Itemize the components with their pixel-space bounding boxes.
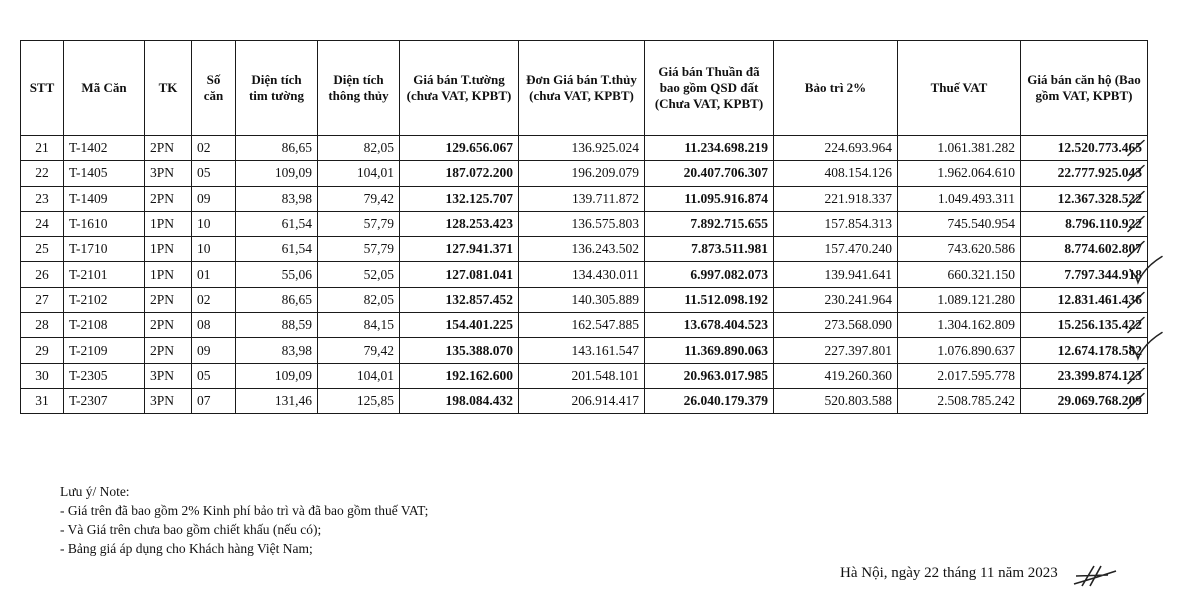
table-row [21, 161, 1148, 186]
cell-bao-tri: 408.154.126 [774, 161, 898, 186]
cell-dien-tich-tim-tuong: 88,59 [236, 313, 318, 338]
cell-gia-ban-tim-tuong: 129.656.067 [400, 136, 519, 161]
cell-ma-can: T-1405 [64, 161, 145, 186]
cell-stt: 21 [21, 136, 64, 161]
table-header-row [21, 41, 1148, 136]
header-gia-ban-can-ho: Giá bán căn hộ (Bao gồm VAT, KPBT) [1021, 41, 1148, 136]
cell-thue-vat: 1.049.493.311 [898, 186, 1021, 211]
cell-gia-ban-tim-tuong: 154.401.225 [400, 313, 519, 338]
cell-ma-can: T-2307 [64, 388, 145, 413]
cell-bao-tri: 520.803.588 [774, 388, 898, 413]
cell-gia-ban-tim-tuong: 187.072.200 [400, 161, 519, 186]
note-item: - Bảng giá áp dụng cho Khách hàng Việt Nam; [60, 541, 313, 556]
cell-gia-ban-tim-tuong: 127.081.041 [400, 262, 519, 287]
cell-don-gia-thong-thuy: 136.575.803 [519, 211, 645, 236]
table-row [21, 287, 1148, 312]
cell-gia-ban-thuan: 20.407.706.307 [645, 161, 774, 186]
cell-so-can: 07 [192, 388, 236, 413]
cell-thue-vat: 2.508.785.242 [898, 388, 1021, 413]
cell-dien-tich-tim-tuong: 83,98 [236, 338, 318, 363]
cell-gia-ban-tim-tuong: 135.388.070 [400, 338, 519, 363]
cell-gia-ban-can-ho: 15.256.135.422 [1021, 313, 1148, 338]
cell-thue-vat: 1.962.064.610 [898, 161, 1021, 186]
cell-stt: 22 [21, 161, 64, 186]
header-gia-ban-tim-tuong: Giá bán T.tường (chưa VAT, KPBT) [400, 41, 519, 136]
cell-dien-tich-tim-tuong: 61,54 [236, 211, 318, 236]
cell-ma-can: T-1402 [64, 136, 145, 161]
cell-dien-tich-thong-thuy: 79,42 [318, 186, 400, 211]
cell-gia-ban-thuan: 20.963.017.985 [645, 363, 774, 388]
cell-stt: 24 [21, 211, 64, 236]
cell-so-can: 05 [192, 363, 236, 388]
cell-tk: 1PN [145, 211, 192, 236]
cell-ma-can: T-1610 [64, 211, 145, 236]
cell-thue-vat: 1.089.121.280 [898, 287, 1021, 312]
cell-don-gia-thong-thuy: 140.305.889 [519, 287, 645, 312]
cell-dien-tich-tim-tuong: 61,54 [236, 237, 318, 262]
cell-bao-tri: 273.568.090 [774, 313, 898, 338]
cell-ma-can: T-2305 [64, 363, 145, 388]
cell-tk: 2PN [145, 186, 192, 211]
cell-don-gia-thong-thuy: 134.430.011 [519, 262, 645, 287]
cell-so-can: 08 [192, 313, 236, 338]
cell-stt: 28 [21, 313, 64, 338]
header-bao-tri: Bảo trì 2% [774, 41, 898, 136]
cell-gia-ban-can-ho: 12.674.178.582 [1021, 338, 1148, 363]
table-row [21, 363, 1148, 388]
cell-ma-can: T-2101 [64, 262, 145, 287]
cell-so-can: 10 [192, 237, 236, 262]
cell-gia-ban-can-ho: 8.796.110.922 [1021, 211, 1148, 236]
cell-dien-tich-thong-thuy: 82,05 [318, 136, 400, 161]
cell-gia-ban-thuan: 7.892.715.655 [645, 211, 774, 236]
cell-bao-tri: 230.241.964 [774, 287, 898, 312]
cell-stt: 26 [21, 262, 64, 287]
cell-stt: 25 [21, 237, 64, 262]
cell-so-can: 05 [192, 161, 236, 186]
cell-stt: 30 [21, 363, 64, 388]
cell-stt: 23 [21, 186, 64, 211]
header-so-can: Số căn [192, 41, 236, 136]
cell-ma-can: T-1409 [64, 186, 145, 211]
cell-gia-ban-tim-tuong: 132.857.452 [400, 287, 519, 312]
cell-gia-ban-can-ho: 29.069.768.209 [1021, 388, 1148, 413]
cell-dien-tich-tim-tuong: 86,65 [236, 136, 318, 161]
cell-don-gia-thong-thuy: 162.547.885 [519, 313, 645, 338]
table-row [21, 237, 1148, 262]
notes [60, 482, 428, 558]
cell-don-gia-thong-thuy: 206.914.417 [519, 388, 645, 413]
cell-gia-ban-can-ho: 12.367.328.522 [1021, 186, 1148, 211]
cell-dien-tich-thong-thuy: 104,01 [318, 363, 400, 388]
cell-so-can: 09 [192, 186, 236, 211]
date-line: Hà Nội, ngày 22 tháng 11 năm 2023 [840, 565, 1058, 581]
table-row [21, 262, 1148, 287]
cell-thue-vat: 1.076.890.637 [898, 338, 1021, 363]
cell-thue-vat: 1.061.381.282 [898, 136, 1021, 161]
cell-tk: 3PN [145, 388, 192, 413]
cell-tk: 1PN [145, 262, 192, 287]
table-row [21, 313, 1148, 338]
cell-gia-ban-can-ho: 22.777.925.043 [1021, 161, 1148, 186]
header-thue-vat: Thuế VAT [898, 41, 1021, 136]
cell-bao-tri: 139.941.641 [774, 262, 898, 287]
notes-title: Lưu ý/ Note: [60, 484, 130, 499]
table-row [21, 186, 1148, 211]
cell-dien-tich-thong-thuy: 57,79 [318, 211, 400, 236]
cell-ma-can: T-2108 [64, 313, 145, 338]
cell-bao-tri: 157.470.240 [774, 237, 898, 262]
table-row [21, 388, 1148, 413]
cell-dien-tich-thong-thuy: 125,85 [318, 388, 400, 413]
cell-don-gia-thong-thuy: 136.925.024 [519, 136, 645, 161]
cell-bao-tri: 227.397.801 [774, 338, 898, 363]
cell-gia-ban-thuan: 11.234.698.219 [645, 136, 774, 161]
cell-thue-vat: 2.017.595.778 [898, 363, 1021, 388]
cell-gia-ban-thuan: 7.873.511.981 [645, 237, 774, 262]
cell-dien-tich-tim-tuong: 55,06 [236, 262, 318, 287]
cell-gia-ban-can-ho: 8.774.602.807 [1021, 237, 1148, 262]
cell-gia-ban-thuan: 26.040.179.379 [645, 388, 774, 413]
cell-dien-tich-thong-thuy: 84,15 [318, 313, 400, 338]
cell-tk: 2PN [145, 338, 192, 363]
cell-gia-ban-thuan: 11.512.098.192 [645, 287, 774, 312]
cell-thue-vat: 745.540.954 [898, 211, 1021, 236]
cell-tk: 2PN [145, 313, 192, 338]
cell-gia-ban-tim-tuong: 128.253.423 [400, 211, 519, 236]
table-row [21, 136, 1148, 161]
cell-gia-ban-thuan: 11.095.916.874 [645, 186, 774, 211]
header-tk: TK [145, 41, 192, 136]
cell-stt: 29 [21, 338, 64, 363]
cell-gia-ban-tim-tuong: 198.084.432 [400, 388, 519, 413]
cell-ma-can: T-2109 [64, 338, 145, 363]
cell-tk: 2PN [145, 287, 192, 312]
cell-so-can: 02 [192, 287, 236, 312]
cell-dien-tich-thong-thuy: 57,79 [318, 237, 400, 262]
price-table [20, 40, 1148, 414]
cell-gia-ban-thuan: 13.678.404.523 [645, 313, 774, 338]
cell-ma-can: T-1710 [64, 237, 145, 262]
table-row [21, 338, 1148, 363]
cell-dien-tich-thong-thuy: 79,42 [318, 338, 400, 363]
cell-bao-tri: 221.918.337 [774, 186, 898, 211]
cell-dien-tich-thong-thuy: 82,05 [318, 287, 400, 312]
cell-don-gia-thong-thuy: 201.548.101 [519, 363, 645, 388]
cell-stt: 31 [21, 388, 64, 413]
cell-dien-tich-thong-thuy: 52,05 [318, 262, 400, 287]
cell-gia-ban-tim-tuong: 192.162.600 [400, 363, 519, 388]
header-don-gia-thong-thuy: Đơn Giá bán T.thủy (chưa VAT, KPBT) [519, 41, 645, 136]
cell-tk: 3PN [145, 363, 192, 388]
cell-thue-vat: 660.321.150 [898, 262, 1021, 287]
cell-dien-tich-tim-tuong: 83,98 [236, 186, 318, 211]
cell-gia-ban-can-ho: 12.831.461.436 [1021, 287, 1148, 312]
cell-don-gia-thong-thuy: 196.209.079 [519, 161, 645, 186]
table-row [21, 211, 1148, 236]
note-item: - Và Giá trên chưa bao gồm chiết khấu (nếu có); [60, 522, 322, 537]
cell-don-gia-thong-thuy: 136.243.502 [519, 237, 645, 262]
cell-gia-ban-can-ho: 23.399.874.123 [1021, 363, 1148, 388]
cell-bao-tri: 157.854.313 [774, 211, 898, 236]
cell-thue-vat: 743.620.586 [898, 237, 1021, 262]
header-stt: STT [21, 41, 64, 136]
cell-gia-ban-tim-tuong: 127.941.371 [400, 237, 519, 262]
cell-dien-tich-tim-tuong: 86,65 [236, 287, 318, 312]
cell-so-can: 09 [192, 338, 236, 363]
cell-gia-ban-tim-tuong: 132.125.707 [400, 186, 519, 211]
cell-tk: 3PN [145, 161, 192, 186]
cell-dien-tich-tim-tuong: 109,09 [236, 363, 318, 388]
header-dien-tich-tim-tuong: Diện tích tim tường [236, 41, 318, 136]
cell-stt: 27 [21, 287, 64, 312]
cell-dien-tich-thong-thuy: 104,01 [318, 161, 400, 186]
cell-bao-tri: 224.693.964 [774, 136, 898, 161]
cell-bao-tri: 419.260.360 [774, 363, 898, 388]
cell-ma-can: T-2102 [64, 287, 145, 312]
cell-thue-vat: 1.304.162.809 [898, 313, 1021, 338]
cell-tk: 1PN [145, 237, 192, 262]
cell-so-can: 02 [192, 136, 236, 161]
cell-gia-ban-thuan: 6.997.082.073 [645, 262, 774, 287]
cell-dien-tich-tim-tuong: 131,46 [236, 388, 318, 413]
header-gia-ban-thuan: Giá bán Thuần đã bao gồm QSD đất (Chưa VAT, KPBT) [645, 41, 774, 136]
header-dien-tich-thong-thuy: Diện tích thông thủy [318, 41, 400, 136]
cell-so-can: 01 [192, 262, 236, 287]
cell-don-gia-thong-thuy: 139.711.872 [519, 186, 645, 211]
cell-so-can: 10 [192, 211, 236, 236]
cell-gia-ban-can-ho: 7.797.344.918 [1021, 262, 1148, 287]
note-item: - Giá trên đã bao gồm 2% Kinh phí bảo trì và đã bao gồm thuế VAT; [60, 503, 429, 518]
cell-tk: 2PN [145, 136, 192, 161]
cell-don-gia-thong-thuy: 143.161.547 [519, 338, 645, 363]
cell-gia-ban-thuan: 11.369.890.063 [645, 338, 774, 363]
cell-gia-ban-can-ho: 12.520.773.465 [1021, 136, 1148, 161]
cell-dien-tich-tim-tuong: 109,09 [236, 161, 318, 186]
header-ma-can: Mã Căn [64, 41, 145, 136]
